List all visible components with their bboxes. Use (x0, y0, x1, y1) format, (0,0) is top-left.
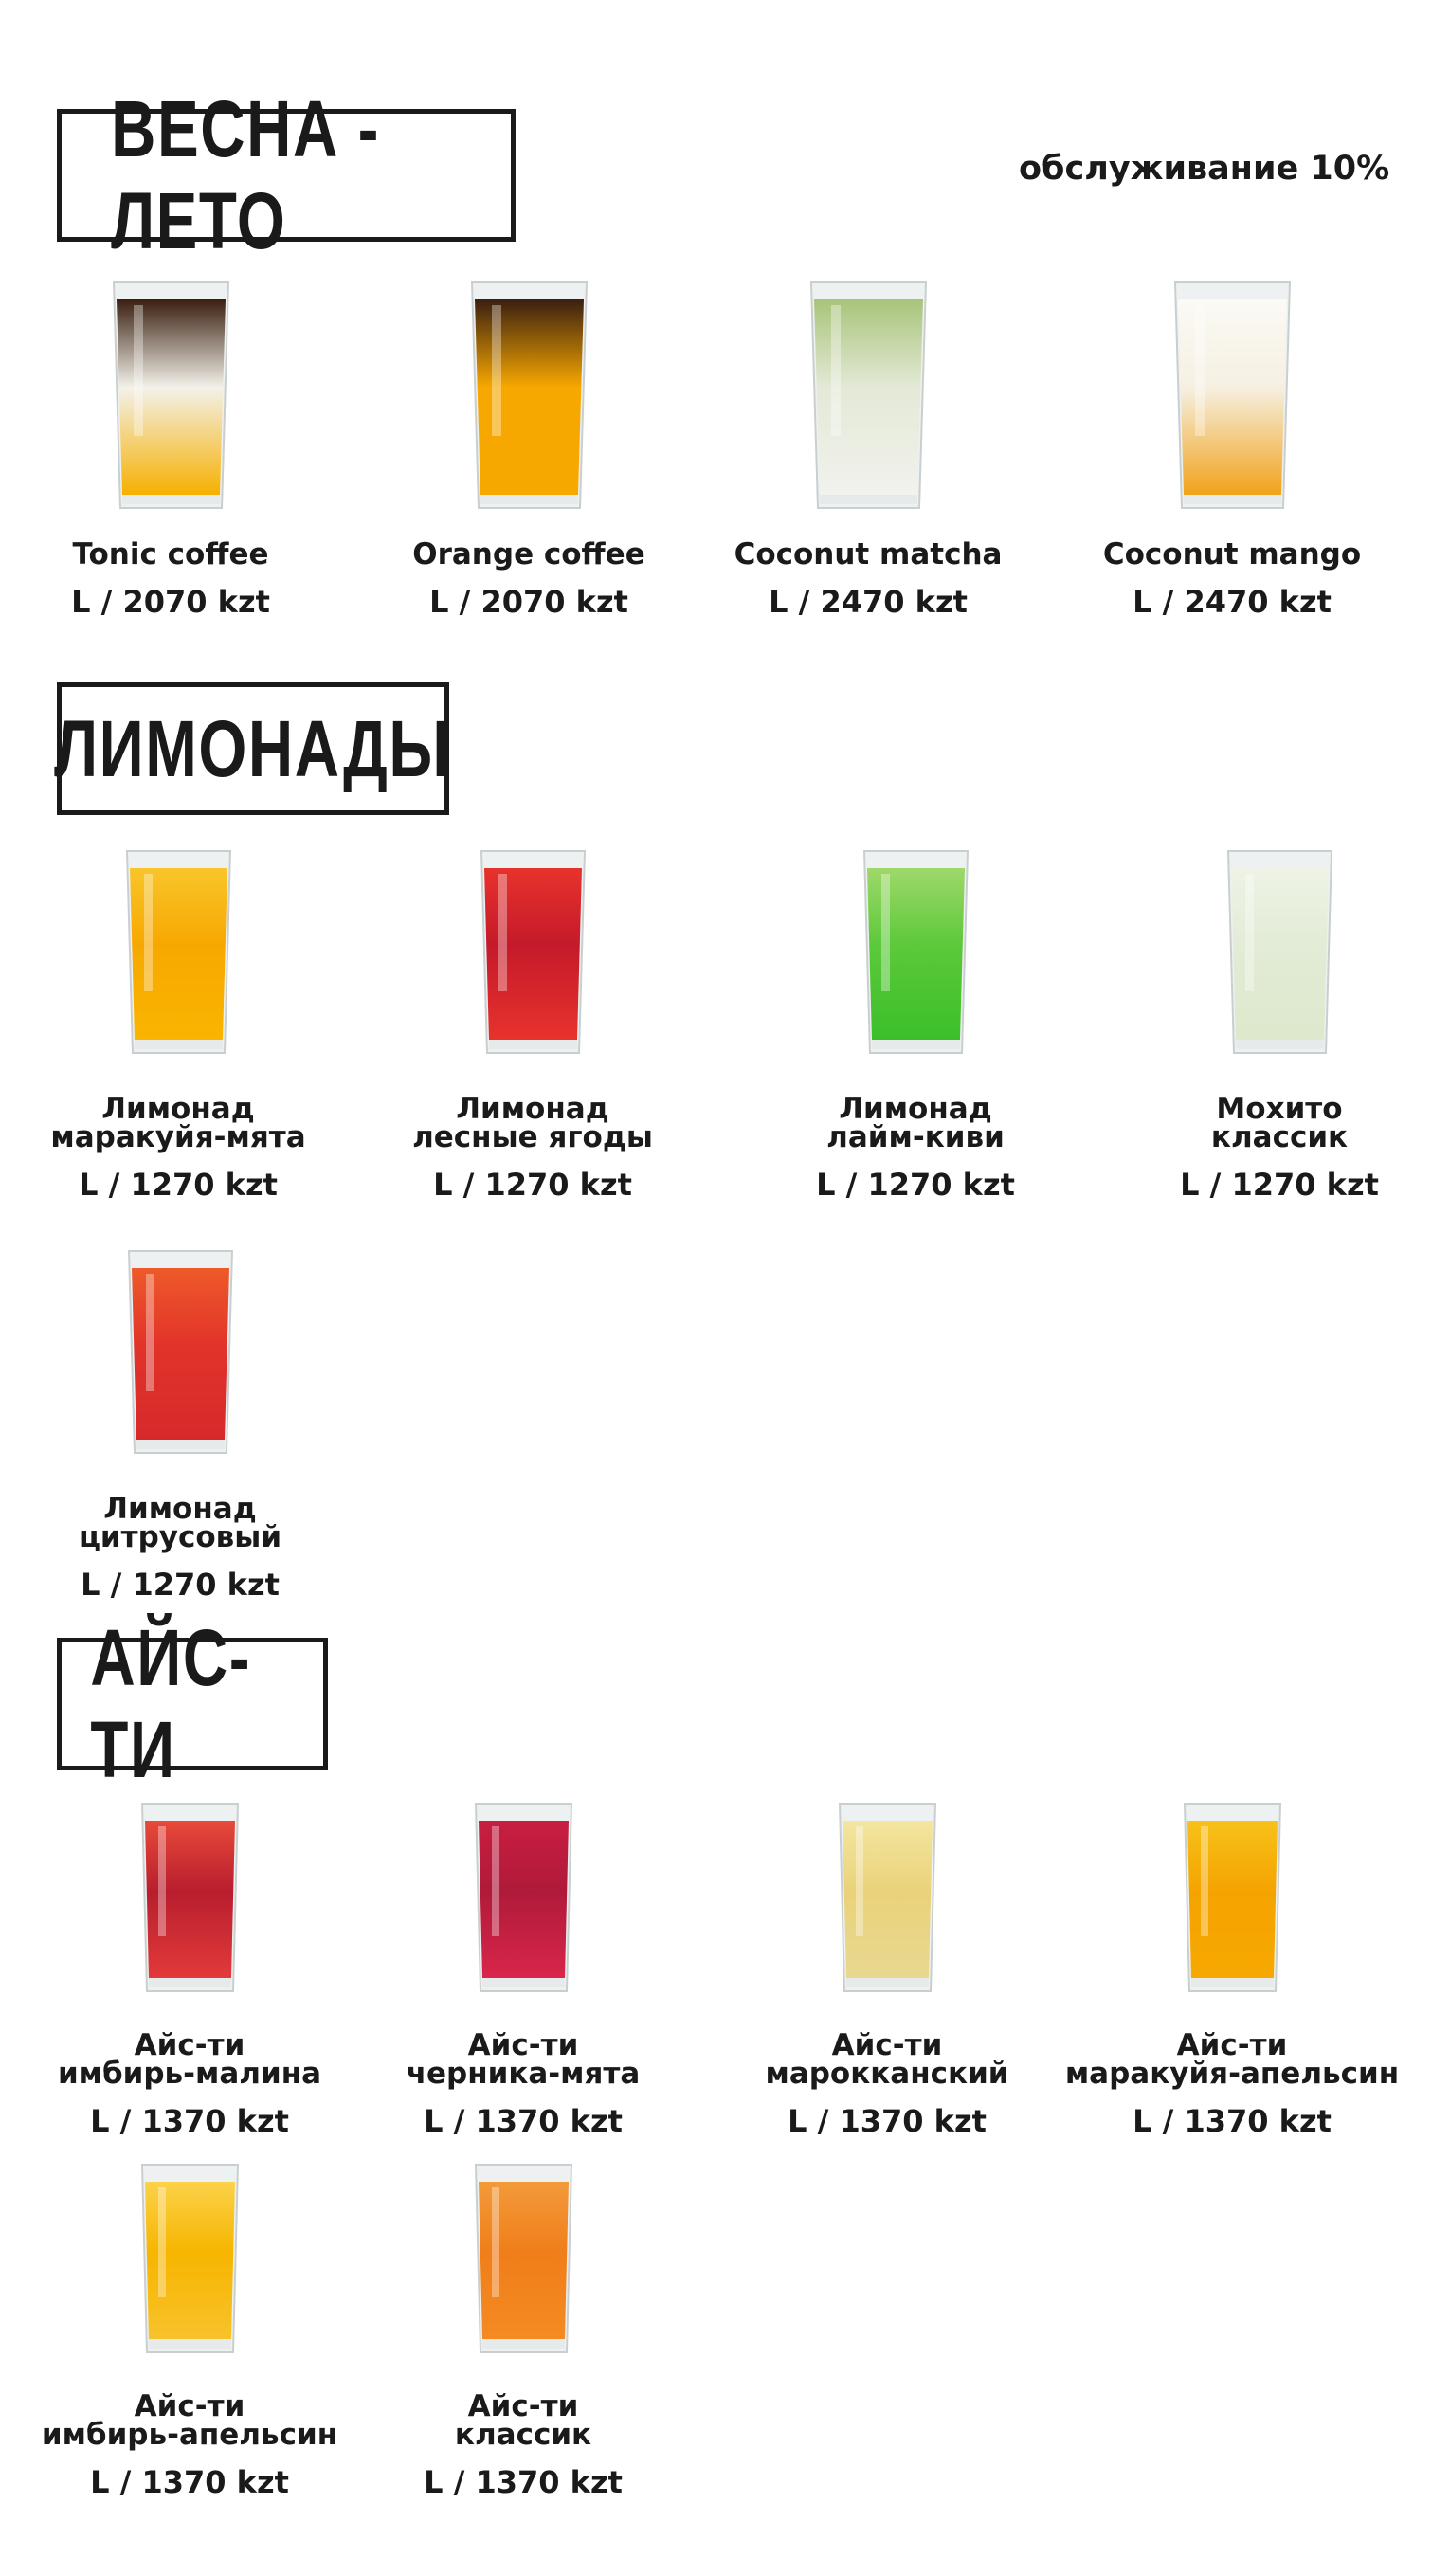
drink-image (1061, 1796, 1403, 1995)
item-name-line2: лайм-киви (826, 1120, 1005, 1154)
item-price: L / 1270 kzt (816, 1167, 1015, 1203)
drink-image (8, 844, 349, 1057)
section-title-spring-summer: ВЕСНА - ЛЕТО (57, 109, 516, 242)
item-name-line1: Лимонад (456, 1092, 609, 1126)
item-name-line2: имбирь-малина (57, 2057, 322, 2091)
menu-item[interactable] (358, 275, 699, 620)
glass-icon (112, 275, 230, 512)
glass-icon (1183, 1796, 1282, 1995)
glass-icon (127, 1243, 234, 1457)
item-price: L / 2070 kzt (71, 584, 270, 620)
item-name-line1: Мохито (1216, 1092, 1343, 1126)
drink-image (0, 275, 341, 512)
menu-item[interactable] (1061, 275, 1403, 620)
menu-item[interactable] (353, 1796, 694, 2139)
item-price: L / 1270 kzt (1180, 1167, 1379, 1203)
glass-icon (480, 844, 587, 1057)
menu-item[interactable] (8, 844, 349, 1203)
item-price: L / 1370 kzt (90, 2103, 289, 2139)
item-name-line1: Лимонад (839, 1092, 992, 1126)
item-name-line1: Айс-ти (1176, 2028, 1288, 2062)
drink-image (19, 2157, 360, 2356)
glass-icon (862, 844, 970, 1057)
item-price: L / 2070 kzt (429, 584, 628, 620)
glass-icon (809, 275, 928, 512)
item-name-line2: лесные ягоды (412, 1120, 653, 1154)
item-price: L / 1270 kzt (79, 1167, 278, 1203)
item-name-line1: Лимонад (101, 1092, 255, 1126)
drink-image (358, 275, 699, 512)
drink-image (9, 1243, 351, 1457)
item-name-line2: имбирь-апельсин (41, 2418, 338, 2452)
glass-icon (1226, 844, 1333, 1057)
menu-item[interactable] (716, 1796, 1058, 2139)
item-price: L / 1370 kzt (788, 2103, 987, 2139)
item-name-line1: Айс-ти (134, 2389, 245, 2423)
item-name-line2: классик (454, 2418, 592, 2452)
menu-item[interactable] (1061, 1796, 1403, 2139)
glass-icon (140, 1796, 240, 1995)
item-price: L / 1370 kzt (1133, 2103, 1332, 2139)
menu-item[interactable] (9, 1243, 351, 1603)
item-name-line1: Айс-ти (831, 2028, 943, 2062)
item-name-line1: Айс-ти (134, 2028, 245, 2062)
drink-image (698, 275, 1039, 512)
item-name-line1: Лимонад (103, 1492, 257, 1526)
glass-icon (838, 1796, 937, 1995)
item-name-line2: классик (1210, 1120, 1349, 1154)
section-title-lemonades: ЛИМОНАДЫ (57, 682, 449, 815)
item-price: L / 1270 kzt (433, 1167, 632, 1203)
item-name: Tonic coffee (72, 537, 269, 571)
item-name-line2: цитрусовый (78, 1520, 282, 1554)
menu-item[interactable] (362, 844, 703, 1203)
menu-item[interactable] (353, 2157, 694, 2500)
item-price: L / 1270 kzt (81, 1567, 280, 1603)
glass-icon (474, 2157, 573, 2356)
item-price: L / 2470 kzt (769, 584, 968, 620)
item-name-line2: маракуйя-апельсин (1064, 2057, 1400, 2091)
drink-image (362, 844, 703, 1057)
glass-icon (1173, 275, 1292, 512)
menu-item[interactable] (1109, 844, 1450, 1203)
item-price: L / 1370 kzt (424, 2103, 623, 2139)
item-price: L / 1370 kzt (90, 2464, 289, 2500)
drink-image (19, 1796, 360, 1995)
menu-item[interactable] (698, 275, 1039, 620)
item-price: L / 2470 kzt (1133, 584, 1332, 620)
glass-icon (470, 275, 589, 512)
menu-item[interactable] (19, 1796, 360, 2139)
drink-image (353, 1796, 694, 1995)
item-name-line2: черника-мята (406, 2057, 641, 2091)
item-name-line1: Айс-ти (467, 2028, 579, 2062)
glass-icon (140, 2157, 240, 2356)
item-name: Orange coffee (412, 537, 645, 571)
drink-image (1061, 275, 1403, 512)
item-name: Coconut matcha (734, 537, 1003, 571)
menu-item[interactable] (745, 844, 1086, 1203)
service-charge-note: обслуживание 10% (1019, 150, 1390, 188)
item-name: Coconut mango (1102, 537, 1362, 571)
item-price: L / 1370 kzt (424, 2464, 623, 2500)
drink-image (1109, 844, 1450, 1057)
drink-image (353, 2157, 694, 2356)
menu-item[interactable] (19, 2157, 360, 2500)
glass-icon (474, 1796, 573, 1995)
glass-icon (125, 844, 232, 1057)
item-name-line2: марокканский (765, 2057, 1009, 2091)
section-title-ice-tea: АЙС-ТИ (57, 1638, 328, 1770)
drink-image (745, 844, 1086, 1057)
menu-item[interactable] (0, 275, 341, 620)
item-name-line1: Айс-ти (467, 2389, 579, 2423)
drink-image (716, 1796, 1058, 1995)
item-name-line2: маракуйя-мята (50, 1120, 306, 1154)
